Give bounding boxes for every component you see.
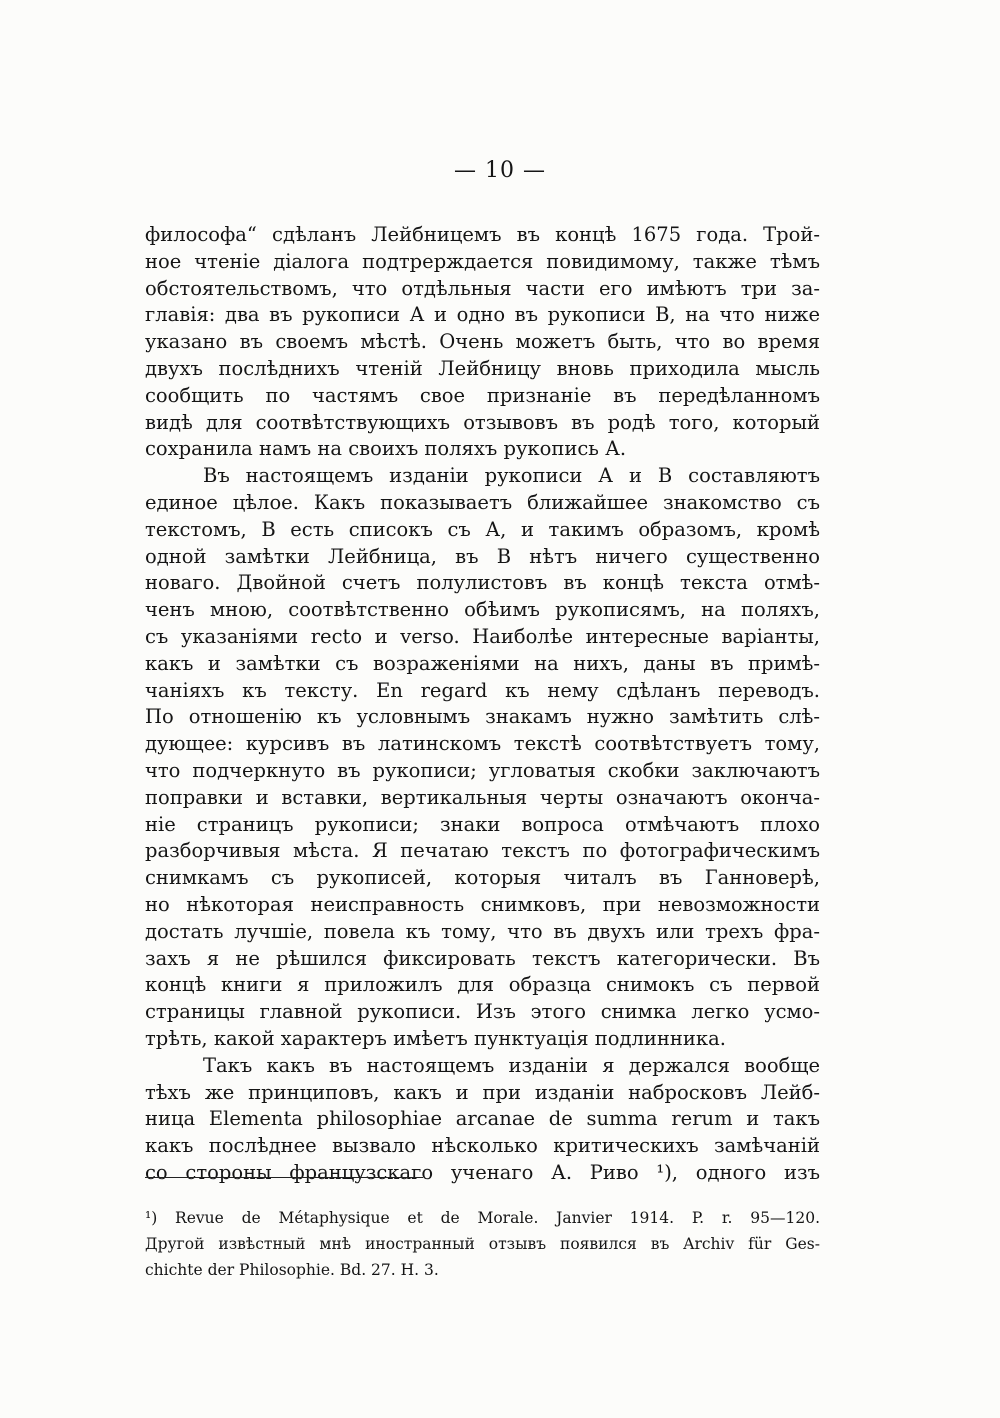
text-line: единое цѣлое. Какъ показываетъ ближайшее знакомство съ (145, 490, 820, 514)
text-line: двухъ послѣднихъ чтеній Лейбницу вновь приходила мысль (145, 356, 820, 380)
text-line: новаго. Двойной счетъ полулистовъ въ концѣ текста отмѣ- (145, 571, 820, 595)
paragraph-start-line: Въ настоящемъ изданіи рукописи А и В составляютъ (203, 464, 820, 488)
text-line: что подчеркнуто въ рукописи; угловатыя скобки заключаютъ (145, 758, 820, 782)
text-line: обстоятельствомъ, что отдѣльныя части его имѣютъ три за- (145, 276, 820, 300)
text-line: главія: два въ рукописи А и одно въ рукописи В, на что ниже (145, 303, 820, 327)
page-number: — 10 — (454, 158, 546, 183)
footnote-line: chichte der Philosophie. Bd. 27. H. 3. (145, 1261, 439, 1279)
text-line: одной замѣтки Лейбница, въ В нѣтъ ничего существенно (145, 544, 820, 568)
text-line: снимкамъ съ рукописей, которыя читалъ въ Ганноверѣ, (145, 866, 820, 890)
text-line: чаніяхъ къ тексту. En regard къ нему сдѣланъ переводъ. (145, 678, 820, 702)
text-line: какъ послѣднее вызвало нѣсколько критическихъ замѣчаній (145, 1134, 820, 1158)
text-line: но нѣкоторая неисправность снимковъ, при невозможности (145, 892, 820, 916)
text-line: съ указаніями recto и verso. Наиболѣе интересные варіанты, (145, 624, 820, 648)
text-line: разборчивыя мѣста. Я печатаю текстъ по фотографическимъ (145, 839, 820, 863)
text-line: достать лучшіе, повела къ тому, что въ двухъ или трехъ фра- (145, 919, 820, 943)
footnote-line: ¹) Revue de Métaphysique et de Morale. Janvier 1914. P. r. 95—120. (145, 1209, 820, 1227)
text-line: текстомъ, В есть списокъ съ А, и такимъ образомъ, кромѣ (145, 517, 820, 541)
text-line: ное чтеніе діалога подтрерждается повидимому, также тѣмъ (145, 249, 820, 273)
text-line: ченъ мною, соотвѣтственно обѣимъ рукописямъ, на поляхъ, (145, 598, 820, 622)
footnote-line: Другой извѣстный мнѣ иностранный отзывъ появился въ Archiv für Ges- (145, 1235, 820, 1253)
text-line: со стороны французскаго ученаго А. Риво ¹), одного изъ (145, 1160, 820, 1184)
text-line: страницы главной рукописи. Изъ этого снимка легко усмо- (145, 1000, 820, 1024)
text-line: видѣ для соотвѣтствующихъ отзывовъ въ родѣ того, который (145, 410, 820, 434)
text-line: сообщить по частямъ свое признаніе въ передѣланномъ (145, 383, 820, 407)
text-line: концѣ книги я приложилъ для образца снимокъ съ первой (145, 973, 820, 997)
text-line: сохранила намъ на своихъ поляхъ рукопись А. (145, 437, 627, 461)
text-line: дующее: курсивъ въ латинскомъ текстѣ соотвѣтствуетъ тому, (145, 732, 820, 756)
paragraph-start-line: Такъ какъ въ настоящемъ изданіи я держался вообще (203, 1053, 820, 1077)
body-text (145, 222, 820, 1187)
text-line: По отношенію къ условнымъ знакамъ нужно замѣтить слѣ- (145, 705, 820, 729)
footnotes (145, 1205, 820, 1283)
text-line: философа“ сдѣланъ Лейбницемъ въ концѣ 1675 года. Трой- (145, 223, 820, 246)
text-line: ніе страницъ рукописи; знаки вопроса отмѣчаютъ плохо (145, 812, 820, 836)
text-line: тѣхъ же принциповъ, какъ и при изданіи набросковъ Лейб- (145, 1080, 820, 1104)
text-line: ница Elementa philosophiae arcanae de summa rerum и такъ (145, 1107, 820, 1131)
footnote-divider (145, 1177, 423, 1178)
text-line: какъ и замѣтки съ возраженіями на нихъ, даны въ примѣ- (145, 651, 820, 675)
text-line: трѣть, какой характеръ имѣетъ пунктуація подлинника. (145, 1026, 726, 1050)
text-line: захъ я не рѣшился фиксировать текстъ категорически. Въ (145, 946, 820, 970)
text-line: поправки и вставки, вертикальныя черты означаютъ оконча- (145, 785, 820, 809)
text-line: указано въ своемъ мѣстѣ. Очень можетъ быть, что во время (145, 330, 820, 354)
